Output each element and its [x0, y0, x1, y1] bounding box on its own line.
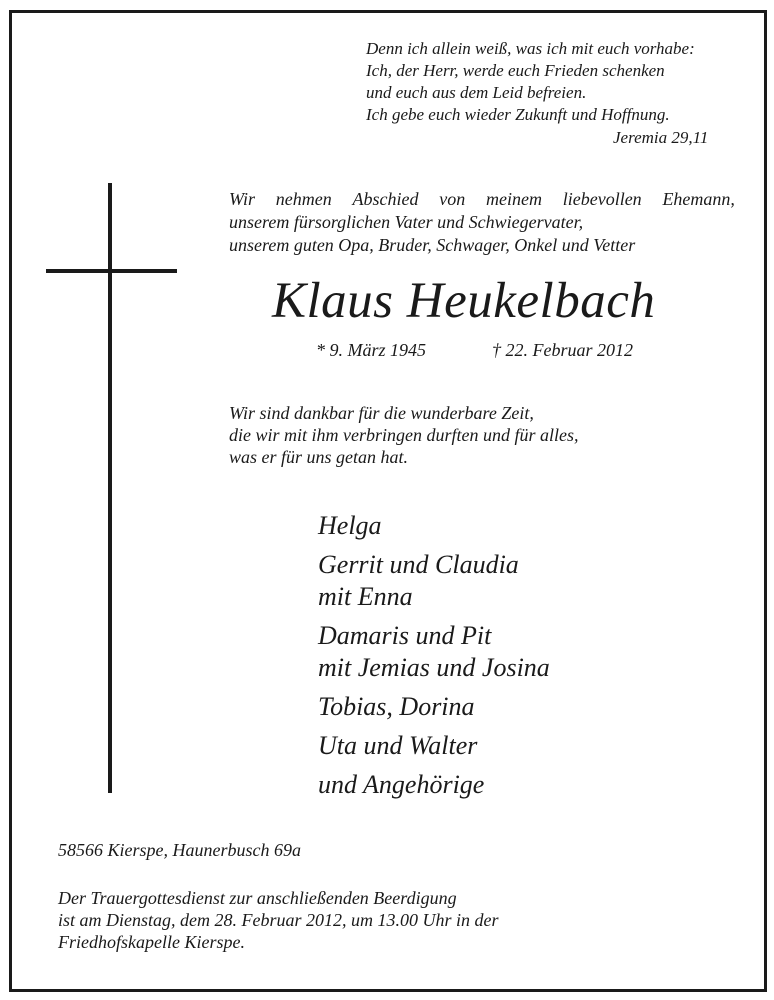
mourner-group [318, 769, 550, 801]
mourner-group [318, 730, 550, 762]
mourner-line: Gerrit und Claudia [318, 550, 519, 579]
funeral-service-info [58, 887, 498, 953]
verse-line: Ich, der Herr, werde euch Frieden schenken [366, 61, 665, 80]
gratitude-line: was er für uns getan hat. [229, 447, 409, 467]
family-address: 58566 Kierspe, Haunerbusch 69a [58, 840, 301, 860]
gratitude-text [229, 402, 578, 468]
birth-date: * 9. März 1945 [316, 340, 427, 360]
verse-reference: Jeremia 29,11 [613, 128, 709, 147]
service-line: Friedhofskapelle Kierspe. [58, 932, 245, 952]
service-line: Der Trauergottesdienst zur anschließenden Beerdigung [58, 888, 457, 908]
mourner-group [318, 691, 550, 723]
intro-word: liebevollen [562, 189, 642, 209]
bible-verse [366, 38, 695, 126]
service-line: ist am Dienstag, dem 28. Februar 2012, um 13.00 Uhr in der [58, 910, 499, 930]
mourner-line: Damaris und Pit [318, 621, 492, 650]
intro-word: Abschied [352, 189, 419, 209]
deceased-name: Klaus Heukelbach [272, 273, 656, 329]
verse-line: Ich gebe euch wieder Zukunft und Hoffnung. [366, 105, 670, 124]
intro-word: Ehemann, [662, 189, 735, 209]
mourner-line: Tobias, Dorina [318, 692, 475, 721]
mourner-group [318, 549, 550, 613]
farewell-intro [229, 188, 735, 257]
cross-horizontal-bar [46, 269, 177, 273]
intro-line: unserem fürsorglichen Vater und Schwiegervater, [229, 212, 584, 232]
gratitude-line: Wir sind dankbar für die wunderbare Zeit, [229, 403, 534, 423]
mourner-line: Uta und Walter [318, 731, 478, 760]
mourner-group [318, 510, 550, 542]
verse-line: und euch aus dem Leid befreien. [366, 83, 587, 102]
mourner-line: mit Jemias und Josina [318, 653, 550, 682]
intro-word: meinem [485, 189, 542, 209]
cross-vertical-bar [108, 183, 112, 793]
verse-line: Denn ich allein weiß, was ich mit euch vorhabe: [366, 39, 695, 58]
mourner-line: mit Enna [318, 582, 413, 611]
mourners-list [318, 510, 550, 808]
intro-word: von [439, 189, 466, 209]
intro-word: Wir [229, 189, 256, 209]
mourner-line: und Angehörige [318, 770, 485, 799]
intro-line-justified [229, 188, 735, 211]
mourner-group [318, 620, 550, 684]
death-date: † 22. Februar 2012 [492, 340, 633, 360]
mourner-line: Helga [318, 511, 382, 540]
intro-word: nehmen [275, 189, 332, 209]
gratitude-line: die wir mit ihm verbringen durften und für alles, [229, 425, 579, 445]
intro-line: unserem guten Opa, Bruder, Schwager, Onkel und Vetter [229, 235, 636, 255]
